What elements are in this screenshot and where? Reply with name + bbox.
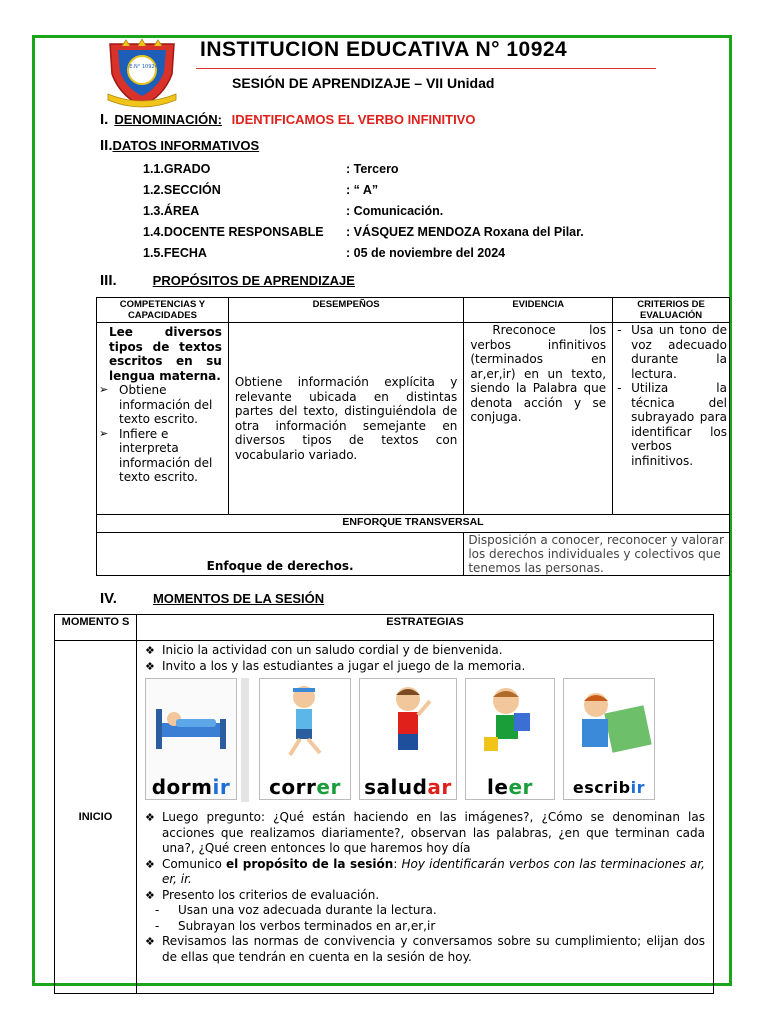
strategy-item: ❖ Luego pregunto: ¿Qué están haciendo en las imágenes?, ¿Cómo se denominan las acciones que realizamos diariamente?, observan las palabras, ¿en que terminan cada una?, ¿Qué creen entonces lo que haremos hoy día [145, 810, 705, 857]
datos-row [143, 183, 221, 197]
row-num: 1.4. [143, 225, 164, 239]
word-stem: salud [364, 774, 428, 799]
capacidad-item: ➢ Obtiene información del texto escrito. [111, 383, 222, 427]
title-underline [196, 68, 656, 69]
criterios-cell [613, 323, 730, 515]
strategy-item: ❖ Invito a los y las estudiantes a jugar el juego de la memoria. [145, 659, 705, 675]
card-saludar [359, 678, 457, 800]
card-leer [465, 678, 555, 800]
greeting-kid-icon [360, 679, 456, 765]
card-word [564, 777, 654, 797]
text-part: el propósito de la sesión [225, 856, 394, 871]
reading-kid-icon [466, 679, 554, 765]
page-title: INSTITUCION EDUCATIVA N° 10924 [200, 38, 568, 61]
enfoque-description: Disposición a conocer, reconocer y valorar los derechos individuales y colectivos que tenemos las personas. [464, 533, 730, 576]
col-header: ESTRATEGIAS [136, 615, 713, 641]
desempeno-cell: Obtiene información explícita y relevante ubicada en distintas partes del texto, distinguiéndola de otra información semejante en diversos tipos de textos con vocabulario variado. [228, 323, 463, 515]
section-number: IV. [100, 590, 117, 607]
criterio-item: - Usa un tono de voz adecuado durante la lectura. [617, 323, 727, 381]
card-word [466, 774, 554, 799]
word-suffix: ar [427, 774, 452, 799]
datos-row [143, 246, 207, 260]
row-key: GRADO [163, 162, 211, 176]
criteria-item: - Subrayan los verbos terminados en ar,er,ir [145, 919, 705, 935]
logo-label: I.E.N° 10924 [126, 64, 158, 70]
evidencia-cell [464, 323, 613, 515]
card-escribir [563, 678, 655, 800]
strategy-item: ❖ Revisamos las normas de convivencia y conversamos sobre su cumplimiento; elijan dos de ellas que tendrán en cuenta en la sesión de hoy. [145, 934, 705, 965]
section-momentos [100, 590, 324, 607]
word-stem: le [487, 774, 509, 799]
memory-cards [145, 678, 705, 808]
section-propositos [100, 272, 355, 289]
text-part: : [393, 856, 402, 871]
datos-value: : Tercero [346, 162, 399, 176]
datos-row [143, 225, 324, 239]
col-header: EVIDENCIA [464, 298, 613, 323]
section-denominacion [100, 111, 475, 128]
competencia-text: Lee diversos tipos de textos escritos en su lengua materna. [109, 325, 222, 383]
card-word [260, 774, 350, 799]
page-subtitle: SESIÓN DE APRENDIZAJE – VII Unidad [232, 75, 495, 91]
strategies-cell [136, 641, 713, 994]
col-header: MOMENTO S [55, 615, 137, 641]
card-correr [259, 678, 351, 800]
sleeping-kid-icon [146, 679, 236, 765]
text-part: Comunico [161, 856, 226, 871]
card-dormir [145, 678, 237, 800]
criterio-item: - Utiliza la técnica del subrayado para identificar los verbos infinitivos. [617, 381, 727, 468]
running-kid-icon [260, 679, 350, 765]
col-header: CRITERIOS DE EVALUACIÓN [613, 298, 730, 323]
word-suffix: er [316, 774, 341, 799]
datos-row [143, 204, 199, 218]
session-name: IDENTIFICAMOS EL VERBO INFINITIVO [231, 112, 476, 127]
moment-inicio: INICIO [55, 641, 137, 994]
row-num: 1.3. [143, 204, 164, 218]
section-number: II. [100, 137, 113, 154]
section-label: MOMENTOS DE LA SESIÓN [152, 591, 325, 606]
word-suffix: er [508, 774, 533, 799]
strategy-item: ❖ Presento los criterios de evaluación. [145, 888, 705, 904]
strategy-item [145, 857, 705, 888]
col-header: COMPETENCIAS Y CAPACIDADES [97, 298, 229, 323]
col-header: DESEMPEÑOS [228, 298, 463, 323]
section-datos [100, 137, 259, 154]
strategy-item: ❖ Inicio la actividad con un saludo cordial y de bienvenida. [145, 643, 705, 659]
row-key: FECHA [163, 246, 207, 260]
section-label: PROPÓSITOS DE APRENDIZAJE [152, 273, 355, 288]
evidencia-text: Rreconoce los verbos infinitivos (terminados en ar,er,ir) en un texto, siendo la Palabra que denota acción y se conjuga. [470, 323, 607, 424]
word-suffix: ir [630, 777, 645, 797]
word-suffix: ir [212, 774, 231, 799]
section-number: III. [100, 272, 117, 289]
datos-value: : 05 de noviembre del 2024 [346, 246, 506, 260]
enfoque-name: Enfoque de derechos. [97, 533, 464, 576]
capacidad-item: ➢ Infiere e interpreta información del texto escrito. [111, 427, 222, 485]
datos-row [143, 162, 210, 176]
section-label: DATOS INFORMATIVOS [112, 138, 260, 153]
row-key: DOCENTE RESPONSABLE [163, 225, 324, 239]
section-number: I. [100, 111, 109, 128]
card-word [360, 774, 456, 799]
row-num: 1.2. [143, 183, 164, 197]
propositos-table [96, 297, 730, 576]
momentos-table [54, 614, 714, 994]
criteria-item: - Usan una voz adecuada durante la lectura. [145, 903, 705, 919]
row-num: 1.1. [143, 162, 164, 176]
card-divider [241, 678, 249, 802]
datos-value: : “ A” [346, 183, 379, 197]
row-key: ÁREA [163, 204, 200, 218]
word-stem: corr [269, 774, 317, 799]
datos-value: : VÁSQUEZ MENDOZA Roxana del Pilar. [346, 225, 584, 239]
word-stem: escrib [572, 777, 631, 797]
writing-kid-icon [564, 679, 654, 765]
row-num: 1.5. [143, 246, 164, 260]
session-purpose: Hoy identificarán verbos con las terminaciones ar, er, ir. [161, 856, 705, 886]
card-word [146, 774, 236, 799]
enfoque-header: ENFORQUE TRANSVERSAL [97, 515, 730, 533]
competencia-cell [97, 323, 229, 515]
word-stem: dorm [151, 774, 213, 799]
row-key: SECCIÓN [163, 183, 221, 197]
section-label: DENOMINACIÓN: [114, 112, 222, 127]
school-crest-logo [102, 36, 182, 110]
datos-value: : Comunicación. [346, 204, 444, 218]
